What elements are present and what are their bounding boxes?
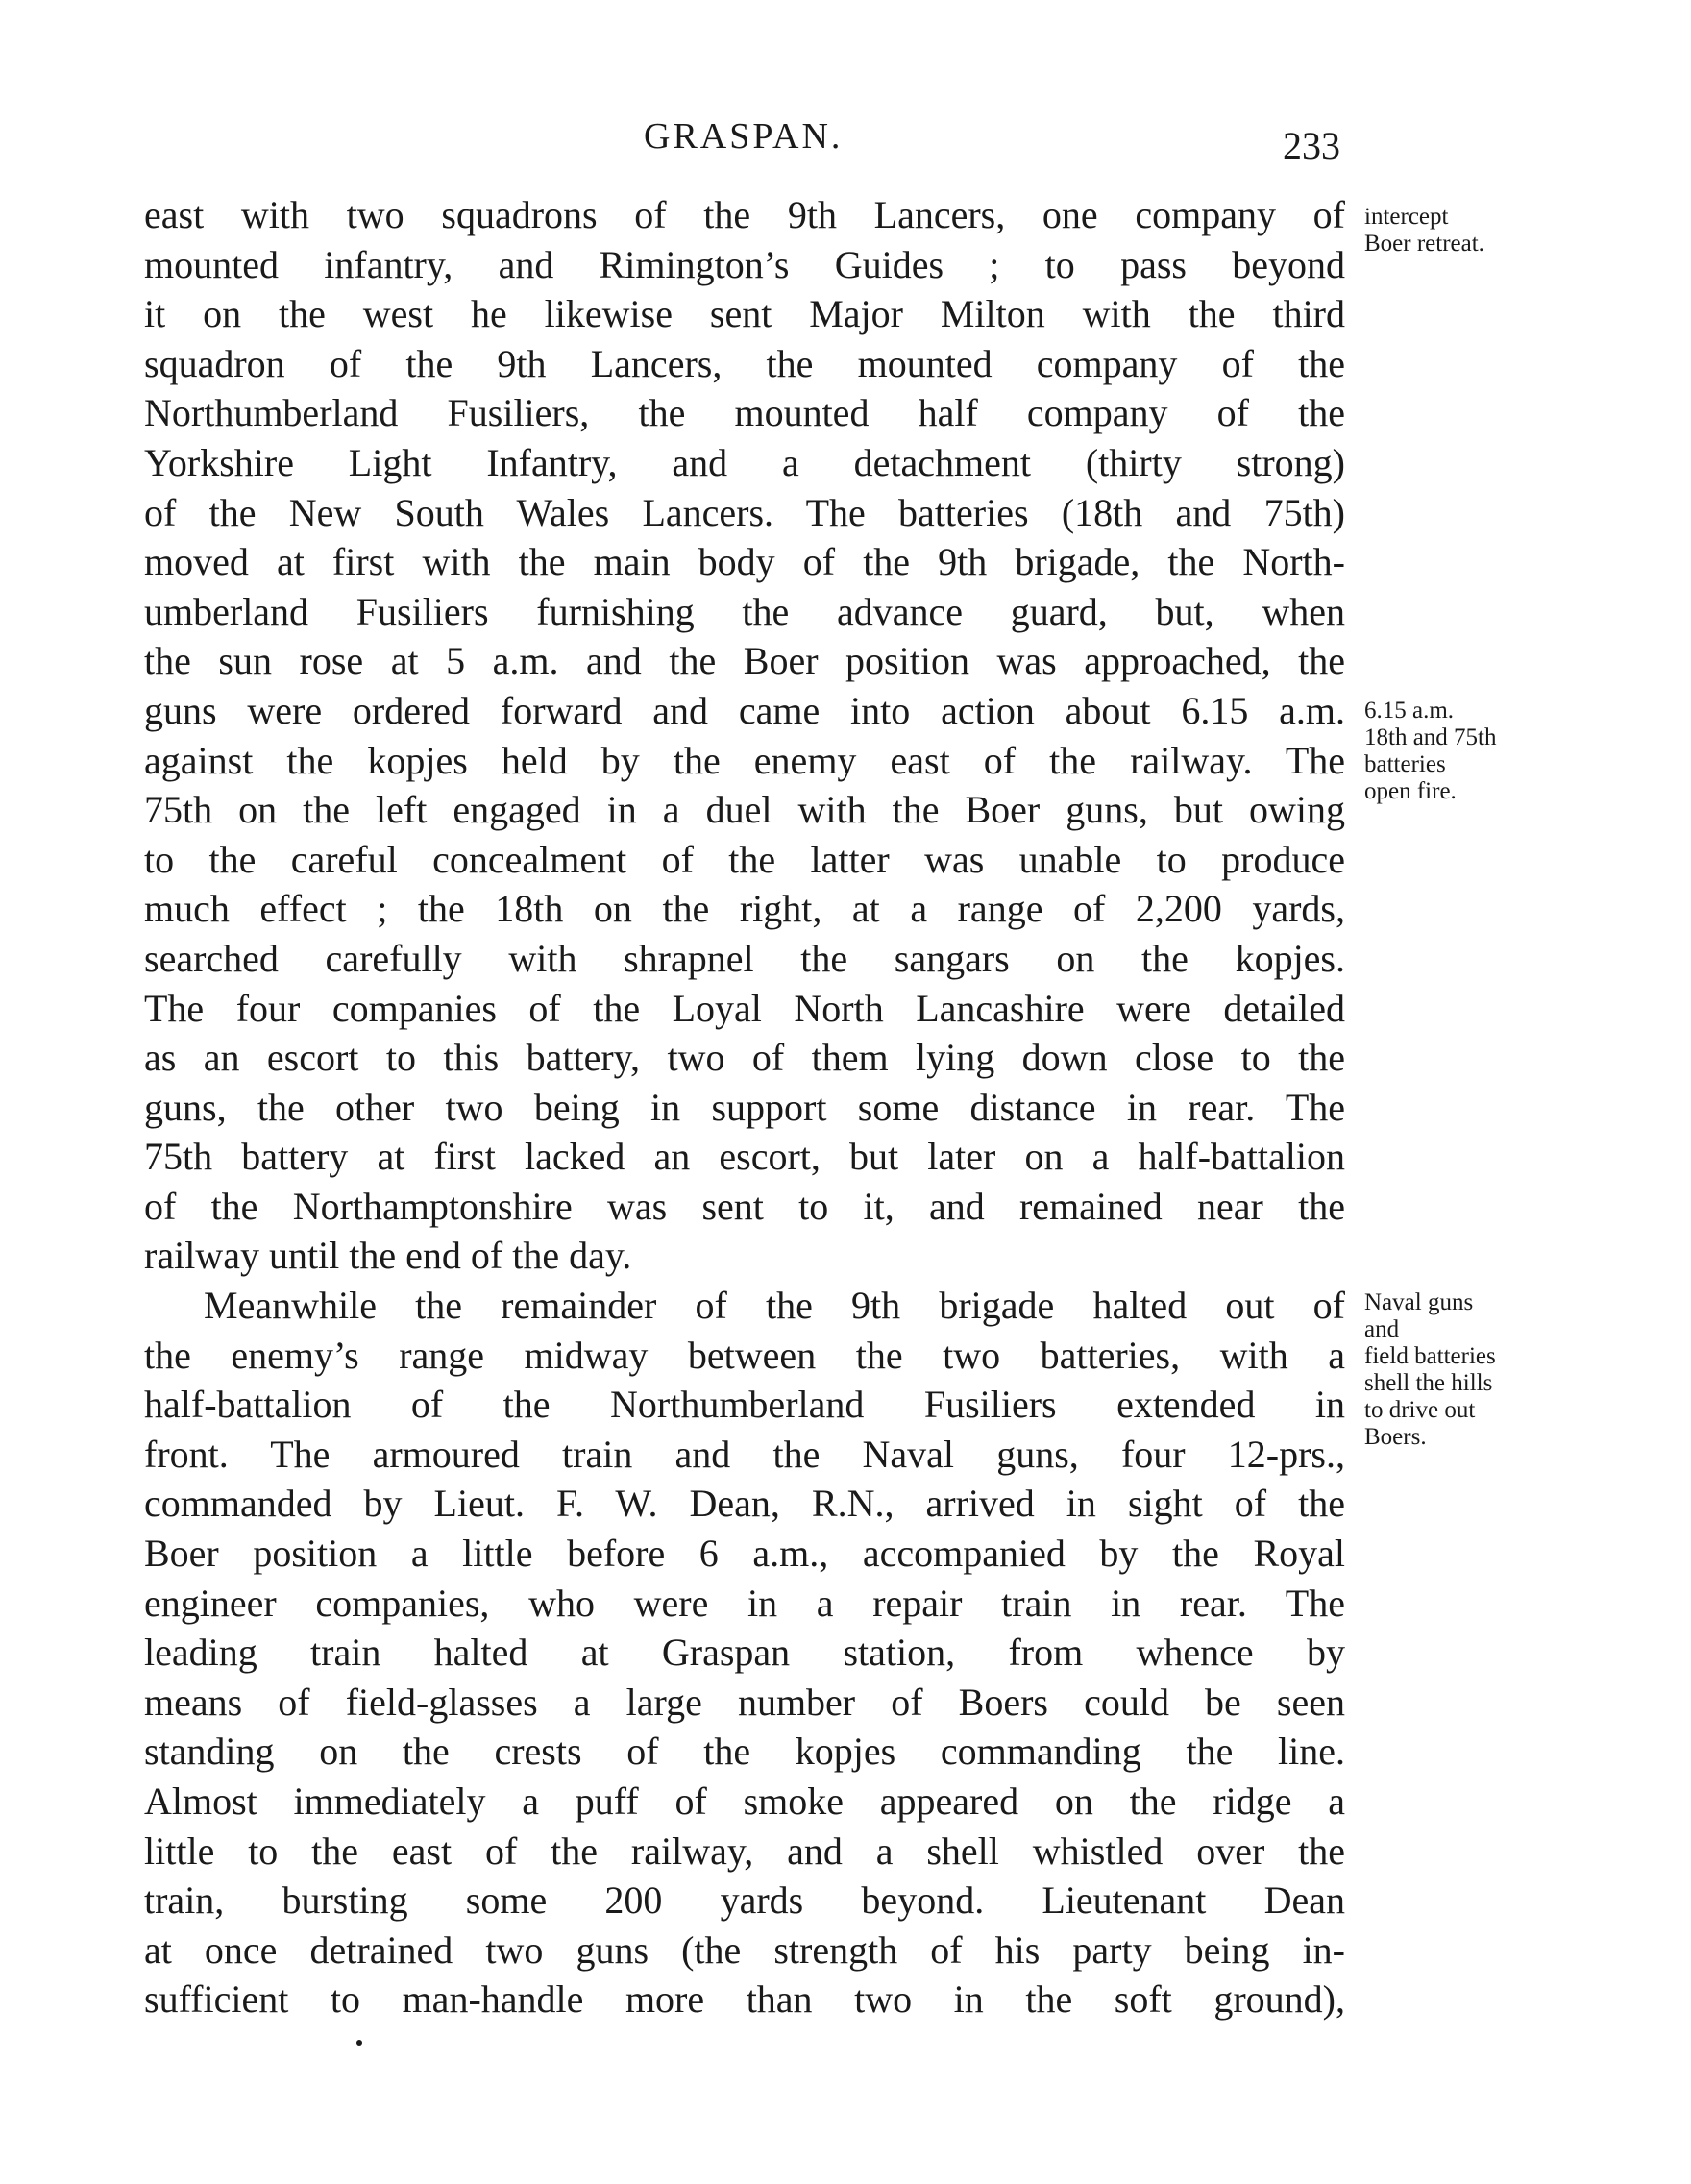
text-line: leading train halted at Graspan station, from whence by	[144, 1631, 1345, 1675]
text-line: Boer position a little before 6 a.m., accompanied by the Royal	[144, 1532, 1345, 1576]
marginal-note-line: 18th and 75th	[1364, 724, 1497, 750]
marginal-note-line: to drive out	[1364, 1397, 1476, 1423]
running-head-title: GRASPAN.	[644, 116, 844, 157]
text-line: commanded by Lieut. F. W. Dean, R.N., arrived in sight of the	[144, 1482, 1345, 1526]
marginal-note-line: Boers.	[1364, 1424, 1427, 1450]
text-line: half-battalion of the Northumberland Fusiliers extended in	[144, 1383, 1345, 1427]
text-line: the enemy’s range midway between the two batteries, with a	[144, 1333, 1345, 1377]
marginal-note-line: open fire.	[1364, 778, 1457, 804]
marginal-note-line: and	[1364, 1316, 1400, 1342]
paragraph-1	[144, 190, 1345, 1281]
text-line: 75th battery at first lacked an escort, but later on a half-battalion	[144, 1135, 1345, 1179]
text-line: train, bursting some 200 yards beyond. Lieutenant Dean	[144, 1878, 1345, 1923]
marginal-note-line: shell the hills	[1364, 1370, 1493, 1396]
text-line: mounted infantry, and Rimington’s Guides ; to pass beyond	[144, 242, 1345, 286]
text-line: at once detrained two guns (the strength of his party being in-	[144, 1927, 1345, 1972]
text-line: Meanwhile the remainder of the 9th brigade halted out of	[204, 1284, 1345, 1328]
text-line: standing on the crests of the kopjes commanding the line.	[144, 1730, 1345, 1774]
text-line: searched carefully with shrapnel the sangars on the kopjes.	[144, 936, 1345, 980]
text-line: against the kopjes held by the enemy east of the railway. The	[144, 738, 1345, 782]
text-line: much effect ; the 18th on the right, at a range of 2,200 yards,	[144, 887, 1345, 931]
print-mark-dot	[356, 2040, 362, 2046]
marginal-note-line: Boer retreat.	[1364, 231, 1484, 257]
text-line: of the Northamptonshire was sent to it, and remained near the	[144, 1184, 1345, 1228]
marginal-note-batteries-open-fire	[1364, 698, 1585, 805]
text-line: little to the east of the railway, and a shell whistled over the	[144, 1828, 1345, 1873]
text-line: moved at first with the main body of the 9th brigade, the North-	[144, 540, 1345, 584]
text-line: engineer companies, who were in a repair train in rear. The	[144, 1581, 1345, 1625]
paragraph-2	[144, 1281, 1345, 2024]
text-line: squadron of the 9th Lancers, the mounted company of the	[144, 341, 1345, 385]
text-line: it on the west he likewise sent Major Milton with the third	[144, 292, 1345, 336]
marginal-note-line: field batteries	[1364, 1343, 1496, 1369]
text-line: of the New South Wales Lancers. The batteries (18th and 75th)	[144, 490, 1345, 534]
marginal-note-line: intercept	[1364, 204, 1449, 230]
marginal-note-naval-guns	[1364, 1289, 1585, 1451]
marginal-note-line: batteries	[1364, 751, 1446, 777]
text-line: Almost immediately a puff of smoke appeared on the ridge a	[144, 1779, 1345, 1823]
marginal-note-intercept	[1364, 204, 1585, 258]
text-line: umberland Fusiliers furnishing the advance guard, but, when	[144, 589, 1345, 633]
text-line: means of field-glasses a large number of Boers could be seen	[144, 1680, 1345, 1724]
body-text	[144, 190, 1345, 2024]
text-line: 75th on the left engaged in a duel with the Boer guns, but owing	[144, 788, 1345, 832]
marginal-note-line: Naval guns	[1364, 1289, 1474, 1315]
text-line: as an escort to this battery, two of them lying down close to the	[144, 1036, 1345, 1080]
marginal-note-line: 6.15 a.m.	[1364, 698, 1455, 724]
text-line: The four companies of the Loyal North Lancashire were detailed	[144, 986, 1345, 1030]
text-line: Northumberland Fusiliers, the mounted half company of the	[144, 391, 1345, 435]
text-line: sufficient to man-handle more than two in the soft ground),	[144, 1977, 1345, 2022]
page-number: 233	[1283, 124, 1340, 167]
text-line: the sun rose at 5 a.m. and the Boer position was approached, the	[144, 639, 1345, 683]
text-line: to the careful concealment of the latter was unable to produce	[144, 837, 1345, 881]
text-line: front. The armoured train and the Naval guns, four 12-prs.,	[144, 1432, 1345, 1476]
text-line: railway until the end of the day.	[144, 1234, 632, 1278]
text-line: Yorkshire Light Infantry, and a detachment (thirty strong)	[144, 440, 1345, 484]
text-line: guns, the other two being in support some distance in rear. The	[144, 1085, 1345, 1129]
text-line: east with two squadrons of the 9th Lancers, one company of	[144, 193, 1345, 236]
text-line: guns were ordered forward and came into action about 6.15 a.m.	[144, 688, 1345, 732]
